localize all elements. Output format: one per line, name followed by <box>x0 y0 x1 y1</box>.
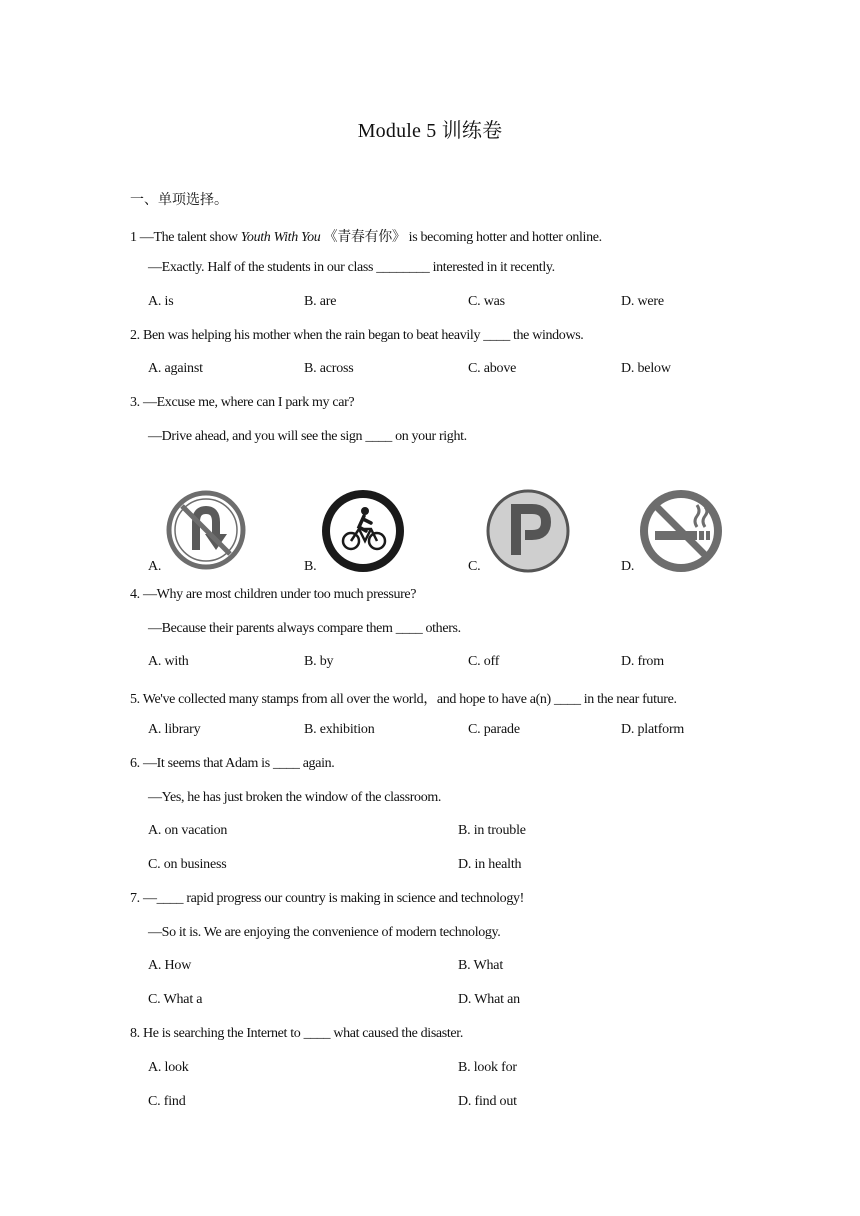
question-2-option-c[interactable]: C. above <box>468 361 517 376</box>
question-6-option-d[interactable]: D. in health <box>458 857 522 872</box>
question-4-option-c[interactable]: C. off <box>468 654 500 669</box>
question-3-reply: —Drive ahead, and you will see the sign ____ on your right. <box>148 429 467 444</box>
question-4-prompt: 4. —Why are most children under too much pressure? <box>130 587 417 602</box>
question-5-option-c[interactable]: C. parade <box>468 722 520 737</box>
question-6-option-c[interactable]: C. on business <box>148 857 227 872</box>
question-1-option-b[interactable]: B. are <box>304 294 337 309</box>
page-title: Module 5 训练卷 <box>357 120 503 142</box>
no-u-turn-sign-icon[interactable] <box>166 490 246 570</box>
question-3-option-a[interactable]: A. <box>148 559 162 574</box>
question-3-option-d[interactable]: D. <box>621 559 635 574</box>
question-1-text-a: 1 —The talent show <box>130 230 241 245</box>
question-2-prompt: 2. Ben was helping his mother when the rain began to beat heavily ____ the windows. <box>130 328 584 343</box>
question-3-option-c[interactable]: C. <box>468 559 481 574</box>
question-5-option-d[interactable]: D. platform <box>621 722 685 737</box>
parking-sign-icon[interactable] <box>486 489 570 573</box>
question-8-option-a[interactable]: A. look <box>148 1060 189 1075</box>
question-4-reply: —Because their parents always compare them ____ others. <box>148 621 461 636</box>
question-8-option-c[interactable]: C. find <box>148 1094 186 1109</box>
question-4-option-b[interactable]: B. by <box>304 654 334 669</box>
question-1-prompt <box>130 226 602 246</box>
question-1-option-a[interactable]: A. is <box>148 294 174 309</box>
question-7-option-a[interactable]: A. How <box>148 958 192 973</box>
question-7-option-c[interactable]: C. What a <box>148 992 203 1007</box>
question-7-option-b[interactable]: B. What <box>458 958 504 973</box>
question-5-prompt: 5. We've collected many stamps from all over the world，and hope to have a(n) ____ in the near future. <box>130 692 677 707</box>
question-8-option-d[interactable]: D. find out <box>458 1094 517 1109</box>
question-4-option-a[interactable]: A. with <box>148 654 189 669</box>
question-2-option-b[interactable]: B. across <box>304 361 354 376</box>
question-1-reply: —Exactly. Half of the students in our class ________ interested in it recently. <box>148 260 555 275</box>
question-1-option-d[interactable]: D. were <box>621 294 664 309</box>
question-6-option-b[interactable]: B. in trouble <box>458 823 526 838</box>
question-6-option-a[interactable]: A. on vacation <box>148 823 228 838</box>
question-7-option-d[interactable]: D. What an <box>458 992 520 1007</box>
bicycle-sign-icon[interactable] <box>321 489 405 573</box>
question-2-option-a[interactable]: A. against <box>148 361 203 376</box>
show-title: Youth With You <box>240 230 321 245</box>
question-4-option-d[interactable]: D. from <box>621 654 664 669</box>
section-heading: 一、单项选择。 <box>130 192 228 208</box>
question-2-option-d[interactable]: D. below <box>621 361 671 376</box>
question-1-text-b: 《青春有你》 is becoming hotter and hotter online. <box>320 230 602 245</box>
no-smoking-sign-icon[interactable] <box>639 489 723 573</box>
question-6-prompt: 6. —It seems that Adam is ____ again. <box>130 756 335 771</box>
question-8-prompt: 8. He is searching the Internet to ____ what caused the disaster. <box>130 1026 463 1041</box>
question-3-prompt: 3. —Excuse me, where can I park my car? <box>130 395 355 410</box>
question-1-option-c[interactable]: C. was <box>468 294 505 309</box>
question-7-prompt: 7. —____ rapid progress our country is making in science and technology! <box>130 891 524 906</box>
question-3-option-b[interactable]: B. <box>304 559 317 574</box>
question-5-option-a[interactable]: A. library <box>148 722 201 737</box>
question-7-reply: —So it is. We are enjoying the convenience of modern technology. <box>148 925 501 940</box>
question-8-option-b[interactable]: B. look for <box>458 1060 517 1075</box>
question-5-option-b[interactable]: B. exhibition <box>304 722 375 737</box>
question-6-reply: —Yes, he has just broken the window of the classroom. <box>148 790 442 805</box>
